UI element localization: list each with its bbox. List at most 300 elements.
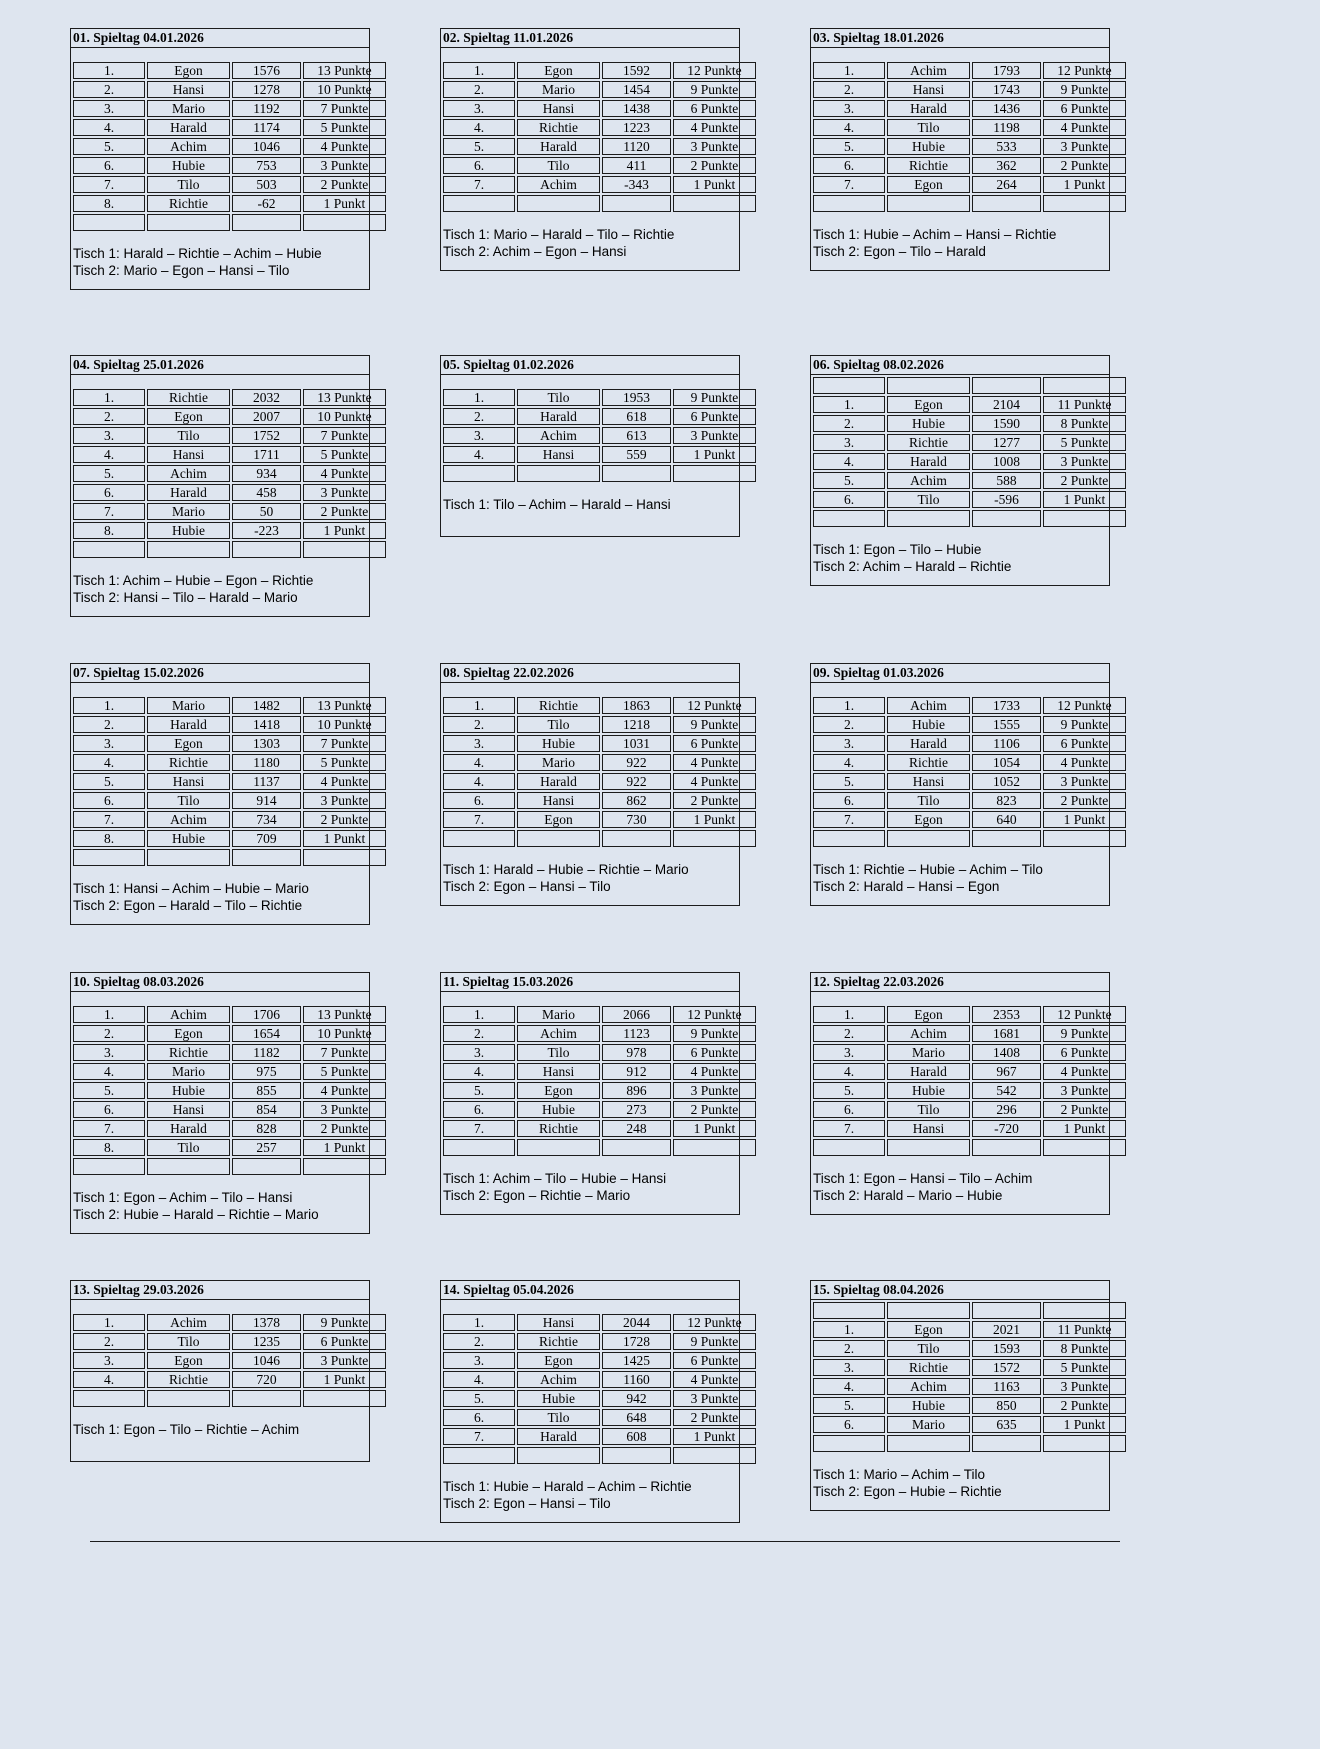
name-cell xyxy=(887,1435,970,1452)
score-cell: 1733 xyxy=(972,697,1041,714)
table-row xyxy=(443,830,756,847)
rank-cell: 6. xyxy=(813,1101,885,1118)
tisch-assignments xyxy=(811,214,1109,270)
table-row xyxy=(73,1082,386,1099)
rank-cell: 7. xyxy=(443,1120,515,1137)
table-row xyxy=(73,484,386,501)
spieltag-table-13 xyxy=(70,1280,370,1462)
table-row xyxy=(73,446,386,463)
spieltag-title: 07. Spieltag 15.02.2026 xyxy=(71,664,369,683)
score-cell xyxy=(232,1390,301,1407)
name-cell: Hansi xyxy=(887,1120,970,1137)
rank-cell: 2. xyxy=(73,81,145,98)
table-row xyxy=(443,1006,756,1023)
score-cell: 296 xyxy=(972,1101,1041,1118)
rank-cell xyxy=(813,1435,885,1452)
spieltag-title: 12. Spieltag 22.03.2026 xyxy=(811,973,1109,992)
score-cell: 1408 xyxy=(972,1044,1041,1061)
name-cell: Hubie xyxy=(147,157,230,174)
tisch-line: Tisch 2: Egon – Tilo – Harald xyxy=(813,244,986,259)
spieltag-title: 11. Spieltag 15.03.2026 xyxy=(441,973,739,992)
score-cell: 1137 xyxy=(232,773,301,790)
name-cell: Achim xyxy=(517,176,600,193)
score-cell: 362 xyxy=(972,157,1041,174)
name-cell: Egon xyxy=(147,1025,230,1042)
points-cell: 1 Punkt xyxy=(673,811,756,828)
score-cell: 1160 xyxy=(602,1371,671,1388)
score-cell: 2032 xyxy=(232,389,301,406)
rank-cell: 3. xyxy=(813,1044,885,1061)
spacer-row xyxy=(441,48,739,60)
points-cell: 13 Punkte xyxy=(303,1006,386,1023)
name-cell: Richtie xyxy=(887,754,970,771)
table-row xyxy=(73,735,386,752)
rank-cell: 4. xyxy=(813,119,885,136)
points-cell: 2 Punkte xyxy=(1043,792,1126,809)
spieltag-title: 03. Spieltag 18.01.2026 xyxy=(811,29,1109,48)
score-cell: 734 xyxy=(232,811,301,828)
points-cell xyxy=(1043,195,1126,212)
spieltag-title: 15. Spieltag 08.04.2026 xyxy=(811,1281,1109,1300)
score-cell: 458 xyxy=(232,484,301,501)
rank-cell: 7. xyxy=(73,176,145,193)
score-cell xyxy=(972,1302,1041,1319)
rank-cell xyxy=(813,1139,885,1156)
name-cell: Hubie xyxy=(147,1082,230,1099)
points-cell: 10 Punkte xyxy=(303,716,386,733)
score-cell: 1277 xyxy=(972,434,1041,451)
spieltag-table-09 xyxy=(810,663,1110,906)
points-cell: 4 Punkte xyxy=(1043,119,1126,136)
score-cell: 1418 xyxy=(232,716,301,733)
name-cell: Egon xyxy=(887,1006,970,1023)
name-cell xyxy=(887,830,970,847)
score-cell: 1235 xyxy=(232,1333,301,1350)
spieltag-table-11 xyxy=(440,972,740,1215)
table-row xyxy=(73,214,386,231)
rank-cell: 3. xyxy=(73,1352,145,1369)
score-cell: 753 xyxy=(232,157,301,174)
name-cell: Hansi xyxy=(147,81,230,98)
points-cell: 2 Punkte xyxy=(673,1409,756,1426)
table-row xyxy=(813,157,1126,174)
table-row xyxy=(813,697,1126,714)
name-cell: Richtie xyxy=(887,157,970,174)
table-row xyxy=(813,811,1126,828)
rank-cell: 7. xyxy=(73,503,145,520)
name-cell: Harald xyxy=(887,735,970,752)
score-cell: 2066 xyxy=(602,1006,671,1023)
results-table xyxy=(71,387,388,560)
spacer-row xyxy=(441,375,739,387)
rank-cell: 6. xyxy=(443,1409,515,1426)
table-row xyxy=(73,176,386,193)
points-cell: 2 Punkte xyxy=(303,176,386,193)
points-cell: 12 Punkte xyxy=(673,697,756,714)
points-cell: 7 Punkte xyxy=(303,100,386,117)
table-row xyxy=(73,427,386,444)
rank-cell xyxy=(443,195,515,212)
name-cell: Hansi xyxy=(517,792,600,809)
score-cell xyxy=(602,465,671,482)
table-row xyxy=(73,792,386,809)
results-table xyxy=(811,695,1128,849)
points-cell: 4 Punkte xyxy=(1043,1063,1126,1080)
tisch-line: Tisch 2: Hubie – Harald – Richtie – Mario xyxy=(73,1207,319,1222)
name-cell: Harald xyxy=(517,773,600,790)
table-row xyxy=(813,119,1126,136)
points-cell: 2 Punkte xyxy=(303,811,386,828)
rank-cell: 3. xyxy=(443,735,515,752)
name-cell: Tilo xyxy=(147,427,230,444)
spieltag-title: 04. Spieltag 25.01.2026 xyxy=(71,356,369,375)
name-cell: Richtie xyxy=(887,434,970,451)
table-row xyxy=(443,1428,756,1445)
table-row xyxy=(73,157,386,174)
table-row xyxy=(443,1101,756,1118)
tisch-assignments xyxy=(811,529,1109,585)
tisch-assignments xyxy=(441,1158,739,1214)
score-cell: 1182 xyxy=(232,1044,301,1061)
points-cell: 5 Punkte xyxy=(1043,434,1126,451)
points-cell: 9 Punkte xyxy=(673,81,756,98)
score-cell: 862 xyxy=(602,792,671,809)
tisch-assignments xyxy=(811,849,1109,905)
spieltag-table-04 xyxy=(70,355,370,617)
name-cell: Achim xyxy=(517,1371,600,1388)
name-cell xyxy=(887,195,970,212)
rank-cell: 2. xyxy=(443,408,515,425)
score-cell: 709 xyxy=(232,830,301,847)
table-row xyxy=(73,389,386,406)
table-row xyxy=(443,1314,756,1331)
table-row xyxy=(73,697,386,714)
score-cell: 1123 xyxy=(602,1025,671,1042)
name-cell: Richtie xyxy=(147,389,230,406)
rank-cell: 5. xyxy=(813,1082,885,1099)
spieltag-title: 13. Spieltag 29.03.2026 xyxy=(71,1281,369,1300)
points-cell: 1 Punkt xyxy=(1043,176,1126,193)
points-cell: 4 Punkte xyxy=(673,119,756,136)
rank-cell: 4. xyxy=(443,754,515,771)
score-cell: 248 xyxy=(602,1120,671,1137)
rank-cell: 3. xyxy=(73,427,145,444)
name-cell: Achim xyxy=(147,1006,230,1023)
rank-cell: 4. xyxy=(813,453,885,470)
tisch-line: Tisch 1: Hubie – Achim – Hansi – Richtie xyxy=(813,227,1057,242)
score-cell: 503 xyxy=(232,176,301,193)
tisch-line: Tisch 1: Tilo – Achim – Harald – Hansi xyxy=(443,497,671,512)
tisch-line: Tisch 1: Egon – Achim – Tilo – Hansi xyxy=(73,1190,293,1205)
table-row xyxy=(813,1359,1126,1376)
points-cell: 4 Punkte xyxy=(673,1063,756,1080)
name-cell: Egon xyxy=(517,1352,600,1369)
rank-cell: 7. xyxy=(443,1428,515,1445)
rank-cell xyxy=(813,377,885,394)
rank-cell: 4. xyxy=(443,1371,515,1388)
rank-cell: 1. xyxy=(73,389,145,406)
rank-cell: 5. xyxy=(73,773,145,790)
name-cell: Mario xyxy=(147,503,230,520)
rank-cell: 6. xyxy=(73,1101,145,1118)
name-cell: Richtie xyxy=(517,119,600,136)
points-cell xyxy=(1043,377,1126,394)
rank-cell: 8. xyxy=(73,522,145,539)
score-cell: 1120 xyxy=(602,138,671,155)
points-cell: 10 Punkte xyxy=(303,81,386,98)
score-cell: 1654 xyxy=(232,1025,301,1042)
table-row xyxy=(443,408,756,425)
points-cell: 3 Punkte xyxy=(673,1390,756,1407)
spieltag-table-07 xyxy=(70,663,370,925)
points-cell: 6 Punkte xyxy=(673,1044,756,1061)
rank-cell: 5. xyxy=(443,1082,515,1099)
table-row xyxy=(73,1352,386,1369)
name-cell: Egon xyxy=(517,811,600,828)
score-cell: 1278 xyxy=(232,81,301,98)
points-cell: 2 Punkte xyxy=(1043,157,1126,174)
name-cell: Hubie xyxy=(517,1101,600,1118)
points-cell: 1 Punkt xyxy=(1043,811,1126,828)
score-cell: 1303 xyxy=(232,735,301,752)
score-cell: 1728 xyxy=(602,1333,671,1350)
spieltag-table-10 xyxy=(70,972,370,1234)
points-cell: 3 Punkte xyxy=(673,1082,756,1099)
name-cell: Tilo xyxy=(887,1101,970,1118)
tisch-line: Tisch 1: Harald – Hubie – Richtie – Mario xyxy=(443,862,689,877)
table-row xyxy=(73,465,386,482)
rank-cell: 8. xyxy=(73,195,145,212)
table-row xyxy=(813,434,1126,451)
points-cell: 5 Punkte xyxy=(303,1063,386,1080)
score-cell xyxy=(232,1158,301,1175)
table-row xyxy=(443,81,756,98)
table-row xyxy=(813,1139,1126,1156)
score-cell: 828 xyxy=(232,1120,301,1137)
score-cell: 850 xyxy=(972,1397,1041,1414)
score-cell: 1054 xyxy=(972,754,1041,771)
table-row xyxy=(813,1120,1126,1137)
name-cell: Mario xyxy=(517,754,600,771)
rank-cell: 6. xyxy=(73,157,145,174)
tisch-assignments xyxy=(71,868,369,924)
score-cell: 1953 xyxy=(602,389,671,406)
table-row xyxy=(73,1025,386,1042)
rank-cell xyxy=(443,1447,515,1464)
score-cell: 588 xyxy=(972,472,1041,489)
score-cell: 1706 xyxy=(232,1006,301,1023)
points-cell: 2 Punkte xyxy=(1043,472,1126,489)
name-cell: Harald xyxy=(147,1120,230,1137)
rank-cell: 5. xyxy=(443,138,515,155)
table-row xyxy=(443,1390,756,1407)
rank-cell: 7. xyxy=(443,176,515,193)
tisch-line: Tisch 1: Hubie – Harald – Achim – Richtie xyxy=(443,1479,692,1494)
results-table xyxy=(441,387,758,484)
points-cell: 6 Punkte xyxy=(673,100,756,117)
points-cell: 6 Punkte xyxy=(1043,100,1126,117)
table-row xyxy=(813,138,1126,155)
table-row xyxy=(443,1139,756,1156)
points-cell xyxy=(303,214,386,231)
name-cell: Hansi xyxy=(887,81,970,98)
score-cell xyxy=(972,377,1041,394)
rank-cell: 7. xyxy=(813,1120,885,1137)
results-table xyxy=(441,1312,758,1466)
name-cell xyxy=(887,1139,970,1156)
table-row xyxy=(813,754,1126,771)
name-cell: Richtie xyxy=(147,1371,230,1388)
tisch-line: Tisch 1: Egon – Tilo – Richtie – Achim xyxy=(73,1422,300,1437)
score-cell: 533 xyxy=(972,138,1041,155)
table-row xyxy=(73,62,386,79)
rank-cell: 1. xyxy=(73,62,145,79)
rank-cell: 6. xyxy=(73,484,145,501)
spieltag-table-03 xyxy=(810,28,1110,271)
name-cell: Mario xyxy=(887,1044,970,1061)
name-cell: Hansi xyxy=(517,1314,600,1331)
name-cell: Hubie xyxy=(147,830,230,847)
rank-cell: 6. xyxy=(813,792,885,809)
name-cell: Hubie xyxy=(887,716,970,733)
points-cell: 1 Punkt xyxy=(673,1428,756,1445)
spieltag-table-08 xyxy=(440,663,740,906)
name-cell: Hubie xyxy=(887,138,970,155)
table-row xyxy=(813,1025,1126,1042)
rank-cell: 1. xyxy=(443,62,515,79)
points-cell: 12 Punkte xyxy=(673,62,756,79)
rank-cell: 3. xyxy=(443,1352,515,1369)
rank-cell: 2. xyxy=(813,716,885,733)
rank-cell: 6. xyxy=(813,157,885,174)
table-row xyxy=(813,396,1126,413)
name-cell xyxy=(517,1139,600,1156)
points-cell: 9 Punkte xyxy=(1043,716,1126,733)
table-row xyxy=(73,138,386,155)
score-cell: 2007 xyxy=(232,408,301,425)
table-row xyxy=(73,830,386,847)
points-cell xyxy=(1043,830,1126,847)
rank-cell: 4. xyxy=(813,1378,885,1395)
score-cell: 50 xyxy=(232,503,301,520)
rank-cell: 3. xyxy=(73,735,145,752)
points-cell: 1 Punkt xyxy=(673,446,756,463)
table-row xyxy=(813,453,1126,470)
table-row xyxy=(813,472,1126,489)
name-cell: Egon xyxy=(147,62,230,79)
tisch-assignments xyxy=(441,849,739,905)
table-row xyxy=(443,195,756,212)
table-row xyxy=(443,1025,756,1042)
rank-cell: 2. xyxy=(813,1340,885,1357)
score-cell: 273 xyxy=(602,1101,671,1118)
name-cell xyxy=(517,1447,600,1464)
table-row xyxy=(813,830,1126,847)
tisch-line: Tisch 1: Egon – Tilo – Hubie xyxy=(813,542,982,557)
table-row xyxy=(813,62,1126,79)
points-cell xyxy=(1043,1139,1126,1156)
points-cell: 2 Punkte xyxy=(673,1101,756,1118)
table-row xyxy=(813,1397,1126,1414)
table-row xyxy=(443,716,756,733)
score-cell: 2044 xyxy=(602,1314,671,1331)
name-cell: Mario xyxy=(887,1416,970,1433)
points-cell: 7 Punkte xyxy=(303,427,386,444)
table-row xyxy=(813,176,1126,193)
points-cell: 6 Punkte xyxy=(1043,1044,1126,1061)
score-cell: 922 xyxy=(602,773,671,790)
points-cell: 4 Punkte xyxy=(673,1371,756,1388)
score-cell: 1052 xyxy=(972,773,1041,790)
spacer-row xyxy=(441,1300,739,1312)
name-cell: Egon xyxy=(887,1321,970,1338)
points-cell: 5 Punkte xyxy=(303,446,386,463)
name-cell: Hansi xyxy=(147,446,230,463)
points-cell: 7 Punkte xyxy=(303,1044,386,1061)
table-row xyxy=(73,1158,386,1175)
table-row xyxy=(73,1371,386,1388)
name-cell: Hansi xyxy=(517,1063,600,1080)
score-cell: 2021 xyxy=(972,1321,1041,1338)
results-table xyxy=(811,1300,1128,1454)
rank-cell: 6. xyxy=(443,1101,515,1118)
table-row xyxy=(443,100,756,117)
rank-cell: 6. xyxy=(813,491,885,508)
rank-cell: 1. xyxy=(443,697,515,714)
points-cell: 2 Punkte xyxy=(673,157,756,174)
name-cell: Achim xyxy=(887,472,970,489)
tisch-assignments xyxy=(441,214,739,270)
points-cell: 6 Punkte xyxy=(673,735,756,752)
results-table xyxy=(441,60,758,214)
table-row xyxy=(443,792,756,809)
rank-cell: 1. xyxy=(813,62,885,79)
points-cell: 2 Punkte xyxy=(303,1120,386,1137)
name-cell: Tilo xyxy=(517,1409,600,1426)
name-cell: Hansi xyxy=(517,100,600,117)
tisch-line: Tisch 2: Egon – Hubie – Richtie xyxy=(813,1484,1002,1499)
rank-cell: 8. xyxy=(73,830,145,847)
score-cell: -720 xyxy=(972,1120,1041,1137)
score-cell: 1681 xyxy=(972,1025,1041,1042)
tisch-assignments xyxy=(811,1454,1109,1510)
points-cell: 13 Punkte xyxy=(303,697,386,714)
rank-cell: 4. xyxy=(813,754,885,771)
score-cell: 1198 xyxy=(972,119,1041,136)
score-cell: -223 xyxy=(232,522,301,539)
rank-cell: 3. xyxy=(443,427,515,444)
table-row xyxy=(443,446,756,463)
points-cell: 1 Punkt xyxy=(1043,1416,1126,1433)
table-row xyxy=(443,811,756,828)
spieltag-table-06 xyxy=(810,355,1110,586)
rank-cell: 1. xyxy=(443,389,515,406)
score-cell: 618 xyxy=(602,408,671,425)
points-cell xyxy=(303,1390,386,1407)
table-row xyxy=(73,408,386,425)
tisch-line: Tisch 2: Achim – Egon – Hansi xyxy=(443,244,627,259)
tisch-assignments xyxy=(811,1158,1109,1214)
name-cell: Richtie xyxy=(887,1359,970,1376)
name-cell: Achim xyxy=(147,465,230,482)
name-cell: Hubie xyxy=(887,1082,970,1099)
points-cell xyxy=(303,541,386,558)
table-row xyxy=(443,427,756,444)
tisch-assignments xyxy=(441,484,739,536)
table-row xyxy=(813,377,1126,394)
name-cell: Achim xyxy=(887,1025,970,1042)
score-cell: 934 xyxy=(232,465,301,482)
